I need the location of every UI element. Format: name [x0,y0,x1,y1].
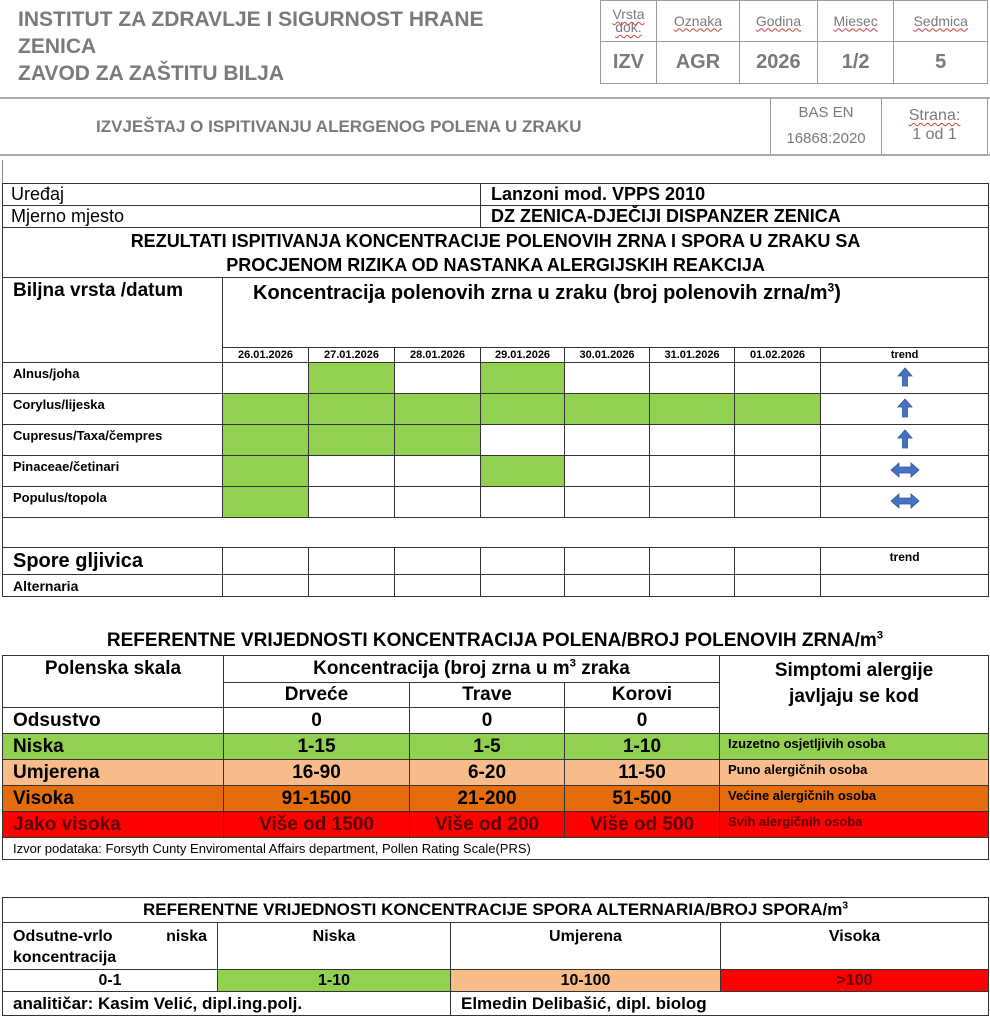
spacer-row [3,518,989,548]
trend-cell [821,363,989,394]
document-code-table [600,0,988,84]
plant-row [3,394,989,425]
plant-row [3,456,989,487]
results-title [3,228,989,278]
location-value: DZ ZENICA-DJEČIJI DISPANZER ZENICA [481,206,989,228]
spore-col-header: Odsutne-vrlo niska koncentracija [3,923,218,970]
label-sedmica: Sedmica [894,1,988,42]
level-grass: Više od 200 [410,812,565,838]
trend-cell [821,425,989,456]
level-name: Visoka [3,786,224,812]
spore-cell [565,548,650,575]
arrow-left-right-icon [890,493,920,509]
header-divider-bottom [0,154,990,156]
date-header: 27.01.2026 [309,348,395,363]
spore-cell [223,575,309,597]
arrow-left-right-icon [890,462,920,478]
level-grass: 6-20 [410,760,565,786]
concentration-cell [735,425,821,456]
spore-reference-table [2,897,989,1016]
date-header: 31.01.2026 [650,348,735,363]
level-grass: 1-5 [410,734,565,760]
level-symptoms: Izuzetno osjetljivih osoba [720,734,989,760]
level-trees: 1-15 [224,734,410,760]
spore-cell [650,575,735,597]
concentration-cell [309,487,395,518]
concentration-cell [565,456,650,487]
value-godina: 2026 [740,42,818,84]
date-header: 30.01.2026 [565,348,650,363]
plant-row [3,487,989,518]
concentration-header: Koncentracija polenovih zrna u zraku (broj polenovih zrna/$m^3$) [223,278,989,348]
level-name: Jako visoka [3,812,224,838]
concentration-cell [481,487,565,518]
level-trees: Više od 1500 [224,812,410,838]
page-value: 1 od 1 [912,126,957,143]
concentration-cell [223,456,309,487]
concentration-cell [650,487,735,518]
concentration-cell [735,456,821,487]
data-source: Izvor podataka: Forsyth Cunty Enviromental Affairs department, Pollen Rating Scale(PRS) [3,838,989,860]
plant-row [3,425,989,456]
spore-col-header: Visoka [721,923,989,970]
org-line-2: ZENICA [18,35,97,58]
concentration-cell [650,394,735,425]
report-title: IZVJEŠTAJ O ISPITIVANJU ALERGENOG POLENA U ZRAKU [96,117,582,136]
location-label: Mjerno mjesto [3,206,481,228]
scale-header: Polenska skala [3,656,224,708]
concentration-cell [481,363,565,394]
concentration-cell [309,456,395,487]
results-title-line-2: PROCJENOM RIZIKA OD NASTANKA ALERGIJSKIH REAKCIJA [226,254,765,275]
arrow-up-icon [897,398,913,418]
standard-line-2: 16868:2020 [786,130,866,147]
organization-name [18,6,598,87]
level-symptoms: Većine alergičnih osoba [720,786,989,812]
spore-trend-cell [821,575,989,597]
device-label: Uređaj [3,184,481,206]
spore-value: 10-100 [451,970,721,992]
device-value: Lanzoni mod. VPPS 2010 [481,184,989,206]
concentration-cell [735,363,821,394]
level-trees: 16-90 [224,760,410,786]
plant-name: Populus/topola [3,487,223,518]
pollen-reference-title: REFERENTNE VRIJEDNOSTI KONCENTRACIJA POLENA/BROJ POLENOVIH ZRNA/$m^3$ [106,629,884,651]
species-header: Biljna vrsta /datum [3,278,223,363]
concentration-cell [223,487,309,518]
spore-cell [395,548,481,575]
spore-cell [481,575,565,597]
trend-cell [821,456,989,487]
col-weeds: Korovi [565,683,720,708]
concentration-cell [395,487,481,518]
trend-cell [821,394,989,425]
concentration-cell [309,363,395,394]
spore-cell [735,548,821,575]
level-name: Odsustvo [3,708,224,734]
spore-trend-header: trend [821,548,989,575]
concentration-subheader: Koncentracija (broj zrna u $m^3$ zraka [224,656,720,683]
spore-cell [650,548,735,575]
arrow-up-icon [897,429,913,449]
report-title-bar [0,98,990,155]
spore-cell [395,575,481,597]
pollen-reference-table [2,655,989,860]
level-symptoms: Svih alergičnih osoba [720,812,989,838]
concentration-cell [395,456,481,487]
level-weeds: Više od 500 [565,812,720,838]
level-trees: 91-1500 [224,786,410,812]
label-oznaka: Oznaka [656,1,739,42]
results-title-line-1: REZULTATI ISPITIVANJA KONCENTRACIJE POLENOVIH ZRNA I SPORA U ZRAKU SA [130,230,861,251]
spore-cell [309,575,395,597]
concentration-cell [481,425,565,456]
concentration-cell [650,456,735,487]
second-signature: Elmedin Delibašić, dipl. biolog [451,992,989,1016]
standard-line-1: BAS EN [798,104,854,121]
concentration-cell [395,394,481,425]
plant-name: Pinaceae/četinari [3,456,223,487]
concentration-cell [395,425,481,456]
level-name: Umjerena [3,760,224,786]
value-vrsta: IZV [601,42,657,84]
level-weeds: 0 [565,708,720,734]
spore-cell [309,548,395,575]
spore-col-header: Niska [218,923,451,970]
results-table [2,183,989,597]
concentration-cell [565,394,650,425]
concentration-cell [223,394,309,425]
level-grass: 0 [410,708,565,734]
col-trees: Drveće [224,683,410,708]
value-oznaka: AGR [656,42,739,84]
standard-reference [770,98,882,155]
concentration-cell [565,425,650,456]
spore-reference-title: REFERENTNE VRIJEDNOSTI KONCENTRACIJE SPORA ALTERNARIA/BROJ SPORA/$m^3$ [3,898,989,923]
date-header: 29.01.2026 [481,348,565,363]
concentration-cell [650,363,735,394]
trend-cell [821,487,989,518]
spore-cell [565,575,650,597]
symptoms-header-line-1: Simptomi alergije [774,660,934,681]
margin-line [2,160,3,184]
spore-col-header: Umjerena [451,923,721,970]
level-grass: 21-200 [410,786,565,812]
concentration-cell [565,363,650,394]
spore-cell [481,548,565,575]
value-mjesec: 1/2 [817,42,894,84]
label-godina: Godina [740,1,818,42]
spore-cell [735,575,821,597]
level-symptoms: Puno alergičnih osoba [720,760,989,786]
level-weeds: 51-500 [565,786,720,812]
date-header: 01.02.2026 [735,348,821,363]
symptoms-header-line-2: javljaju se kod [789,686,919,707]
date-header: 28.01.2026 [395,348,481,363]
concentration-cell [481,394,565,425]
level-weeds: 1-10 [565,734,720,760]
plant-name: Cupresus/Taxa/čempres [3,425,223,456]
concentration-cell [223,363,309,394]
spore-value: 0-1 [3,970,218,992]
plant-name: Corylus/lijeska [3,394,223,425]
level-name: Niska [3,734,224,760]
date-header: 26.01.2026 [223,348,309,363]
spore-header: Spore gljivica [3,548,223,575]
label-vrsta: Vrsta dok. [601,1,657,42]
org-line-3: ZAVOD ZA ZAŠTITU BILJA [18,62,284,85]
value-sedmica: 5 [894,42,988,84]
spore-cell [223,548,309,575]
concentration-cell [481,456,565,487]
concentration-cell [309,425,395,456]
concentration-cell [309,394,395,425]
level-trees: 0 [224,708,410,734]
level-weeds: 11-50 [565,760,720,786]
spore-value: >100 [721,970,989,992]
org-line-1: INSTITUT ZA ZDRAVLJE I SIGURNOST HRANE [18,8,484,31]
concentration-cell [735,394,821,425]
concentration-cell [395,363,481,394]
concentration-cell [650,425,735,456]
col-grass: Trave [410,683,565,708]
spore-value: 1-10 [218,970,451,992]
plant-name: Alnus/joha [3,363,223,394]
symptoms-header [720,656,989,734]
trend-header: trend [821,348,989,363]
concentration-cell [223,425,309,456]
label-mjesec: Miesec [817,1,894,42]
page-indicator [882,98,988,155]
plant-row [3,363,989,394]
arrow-up-icon [897,367,913,387]
page-label: Strana: [908,107,961,124]
spore-name: Alternaria [3,575,223,597]
analyst-signature: analitičar: Kasim Velić, dipl.ing.polj. [3,992,451,1016]
concentration-cell [565,487,650,518]
concentration-cell [735,487,821,518]
